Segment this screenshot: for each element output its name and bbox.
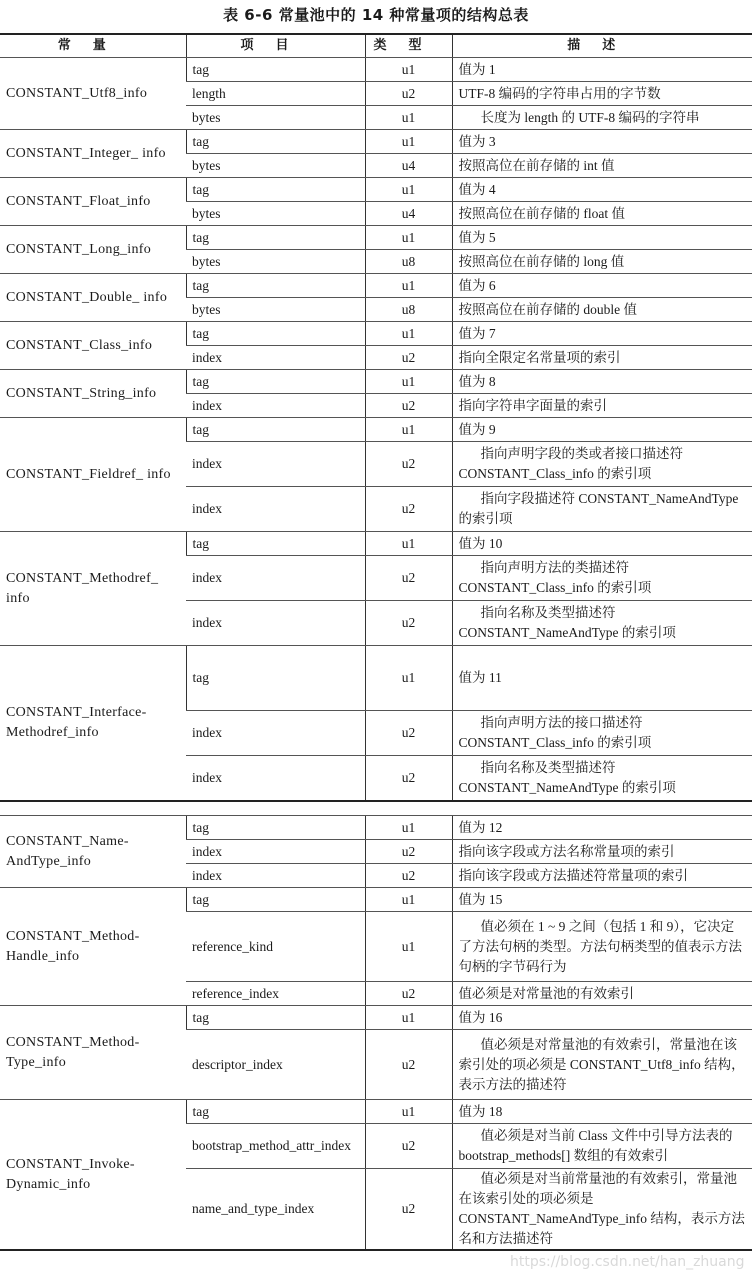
- description-cell: 指向声明方法的类描述符 CONSTANT_Class_info 的索引项: [452, 556, 752, 601]
- type-cell: u1: [365, 646, 452, 711]
- description-cell: 值为 4: [452, 178, 752, 202]
- description-cell: 值为 15: [452, 888, 752, 912]
- type-cell: u1: [365, 370, 452, 394]
- item-cell: bytes: [186, 202, 365, 226]
- item-cell: index: [186, 601, 365, 646]
- constant-name-cell: CONSTANT_Fieldref_ info: [0, 418, 186, 532]
- item-cell: tag: [186, 646, 365, 711]
- type-cell: u8: [365, 298, 452, 322]
- type-cell: u1: [365, 274, 452, 298]
- type-cell: u2: [365, 982, 452, 1006]
- item-cell: bootstrap_method_attr_index: [186, 1124, 365, 1169]
- table-row: [0, 178, 752, 202]
- constant-name-cell: CONSTANT_Utf8_info: [0, 58, 186, 130]
- type-cell: u2: [365, 346, 452, 370]
- constant-name-cell: CONSTANT_Integer_ info: [0, 130, 186, 178]
- table-row: [0, 816, 752, 840]
- type-cell: u1: [365, 816, 452, 840]
- description-cell: 值必须在 1 ~ 9 之间（包括 1 和 9），它决定了方法句柄的类型。方法句柄类型的值表示方法句柄的字节码行为: [452, 912, 752, 982]
- item-cell: length: [186, 82, 365, 106]
- description-cell: 指向名称及类型描述符 CONSTANT_NameAndType 的索引项: [452, 601, 752, 646]
- description-cell: 按照高位在前存储的 double 值: [452, 298, 752, 322]
- constant-name-cell: CONSTANT_Double_ info: [0, 274, 186, 322]
- type-cell: u2: [365, 840, 452, 864]
- table-row: [0, 1006, 752, 1030]
- type-cell: u4: [365, 202, 452, 226]
- item-cell: index: [186, 556, 365, 601]
- description-cell: 值必须是对当前 Class 文件中引导方法表的 bootstrap_methods[] 数组的有效索引: [452, 1124, 752, 1169]
- description-cell: 值为 18: [452, 1100, 752, 1124]
- item-cell: index: [186, 711, 365, 756]
- type-cell: u1: [365, 888, 452, 912]
- constant-name-cell: CONSTANT_Interface- Methodref_info: [0, 646, 186, 801]
- item-cell: tag: [186, 1100, 365, 1124]
- item-cell: tag: [186, 322, 365, 346]
- type-cell: u1: [365, 178, 452, 202]
- description-cell: 值必须是对当前常量池的有效索引，常量池在该索引处的项必须是 CONSTANT_NameAndType_info 结构，表示方法名和方法描述符: [452, 1169, 752, 1251]
- type-cell: u1: [365, 532, 452, 556]
- type-cell: u2: [365, 1169, 452, 1251]
- description-cell: 指向该字段或方法名称常量项的索引: [452, 840, 752, 864]
- description-cell: 值为 7: [452, 322, 752, 346]
- type-cell: u1: [365, 226, 452, 250]
- item-cell: tag: [186, 370, 365, 394]
- constant-name-cell: CONSTANT_Long_info: [0, 226, 186, 274]
- item-cell: index: [186, 394, 365, 418]
- header-type: 类型: [365, 34, 452, 58]
- type-cell: u2: [365, 394, 452, 418]
- description-cell: 值为 9: [452, 418, 752, 442]
- table-row: [0, 1100, 752, 1124]
- type-cell: u1: [365, 1006, 452, 1030]
- type-cell: u1: [365, 130, 452, 154]
- header-description: 描述: [452, 34, 752, 58]
- description-cell: 指向声明方法的接口描述符 CONSTANT_Class_info 的索引项: [452, 711, 752, 756]
- item-cell: tag: [186, 888, 365, 912]
- description-cell: 值为 6: [452, 274, 752, 298]
- type-cell: u1: [365, 106, 452, 130]
- description-cell: 指向全限定名常量项的索引: [452, 346, 752, 370]
- description-cell: 指向名称及类型描述符 CONSTANT_NameAndType 的索引项: [452, 756, 752, 801]
- item-cell: bytes: [186, 250, 365, 274]
- description-cell: 值为 10: [452, 532, 752, 556]
- item-cell: index: [186, 442, 365, 487]
- item-cell: tag: [186, 58, 365, 82]
- table-row: [0, 58, 752, 82]
- type-cell: u2: [365, 601, 452, 646]
- type-cell: u1: [365, 418, 452, 442]
- constant-name-cell: CONSTANT_Invoke- Dynamic_info: [0, 1100, 186, 1251]
- description-cell: 按照高位在前存储的 float 值: [452, 202, 752, 226]
- constant-name-cell: CONSTANT_Methodref_ info: [0, 532, 186, 646]
- description-cell: UTF-8 编码的字符串占用的字节数: [452, 82, 752, 106]
- type-cell: u8: [365, 250, 452, 274]
- description-cell: 指向声明字段的类或者接口描述符 CONSTANT_Class_info 的索引项: [452, 442, 752, 487]
- table-row: [0, 226, 752, 250]
- type-cell: u2: [365, 756, 452, 801]
- constant-name-cell: CONSTANT_Method- Type_info: [0, 1006, 186, 1100]
- item-cell: bytes: [186, 154, 365, 178]
- item-cell: tag: [186, 130, 365, 154]
- table-row: [0, 274, 752, 298]
- constant-name-cell: CONSTANT_Name- AndType_info: [0, 816, 186, 888]
- table-body: [0, 58, 752, 801]
- type-cell: u1: [365, 912, 452, 982]
- type-cell: u1: [365, 1100, 452, 1124]
- item-cell: index: [186, 346, 365, 370]
- item-cell: tag: [186, 532, 365, 556]
- constant-name-cell: CONSTANT_Float_info: [0, 178, 186, 226]
- header-constant: 常量: [0, 34, 186, 58]
- description-cell: 值为 1: [452, 58, 752, 82]
- description-cell: 指向字符串字面量的索引: [452, 394, 752, 418]
- item-cell: descriptor_index: [186, 1030, 365, 1100]
- header-item: 项目: [186, 34, 365, 58]
- item-cell: tag: [186, 418, 365, 442]
- description-cell: 值为 16: [452, 1006, 752, 1030]
- constant-name-cell: CONSTANT_Class_info: [0, 322, 186, 370]
- item-cell: index: [186, 487, 365, 532]
- table-row: [0, 646, 752, 711]
- description-cell: 按照高位在前存储的 long 值: [452, 250, 752, 274]
- constant-pool-table-part-1: [0, 33, 752, 802]
- type-cell: u2: [365, 556, 452, 601]
- type-cell: u2: [365, 711, 452, 756]
- watermark: https://blog.csdn.net/han_zhuang: [510, 1254, 745, 1270]
- type-cell: u4: [365, 154, 452, 178]
- item-cell: reference_kind: [186, 912, 365, 982]
- header-row: [0, 34, 752, 58]
- item-cell: index: [186, 864, 365, 888]
- description-cell: 按照高位在前存储的 int 值: [452, 154, 752, 178]
- description-cell: 指向该字段或方法描述符常量项的索引: [452, 864, 752, 888]
- table-row: [0, 888, 752, 912]
- type-cell: u2: [365, 487, 452, 532]
- constant-pool-table-part-2: [0, 815, 752, 1251]
- table-row: [0, 130, 752, 154]
- table-row: [0, 370, 752, 394]
- type-cell: u1: [365, 322, 452, 346]
- item-cell: name_and_type_index: [186, 1169, 365, 1251]
- description-cell: 值为 12: [452, 816, 752, 840]
- description-cell: 值为 8: [452, 370, 752, 394]
- table-row: [0, 322, 752, 346]
- table-row: [0, 532, 752, 556]
- description-cell: 值为 3: [452, 130, 752, 154]
- type-cell: u2: [365, 442, 452, 487]
- description-cell: 值必须是对常量池的有效索引: [452, 982, 752, 1006]
- description-cell: 值必须是对常量池的有效索引，常量池在该索引处的项必须是 CONSTANT_Utf8_info 结构，表示方法的描述符: [452, 1030, 752, 1100]
- item-cell: tag: [186, 226, 365, 250]
- description-cell: 值为 5: [452, 226, 752, 250]
- constant-name-cell: CONSTANT_String_info: [0, 370, 186, 418]
- item-cell: tag: [186, 816, 365, 840]
- description-cell: 长度为 length 的 UTF-8 编码的字符串: [452, 106, 752, 130]
- item-cell: index: [186, 756, 365, 801]
- description-cell: 指向字段描述符 CONSTANT_NameAndType 的索引项: [452, 487, 752, 532]
- item-cell: tag: [186, 1006, 365, 1030]
- type-cell: u2: [365, 82, 452, 106]
- item-cell: bytes: [186, 298, 365, 322]
- description-cell: 值为 11: [452, 646, 752, 711]
- item-cell: index: [186, 840, 365, 864]
- type-cell: u2: [365, 1124, 452, 1169]
- item-cell: bytes: [186, 106, 365, 130]
- type-cell: u2: [365, 864, 452, 888]
- table-row: [0, 418, 752, 442]
- item-cell: reference_index: [186, 982, 365, 1006]
- item-cell: tag: [186, 274, 365, 298]
- table-body: [0, 816, 752, 1251]
- constant-name-cell: CONSTANT_Method- Handle_info: [0, 888, 186, 1006]
- type-cell: u1: [365, 58, 452, 82]
- table-caption: 表 6-6 常量池中的 14 种常量项的结构总表: [223, 6, 529, 24]
- type-cell: u2: [365, 1030, 452, 1100]
- item-cell: tag: [186, 178, 365, 202]
